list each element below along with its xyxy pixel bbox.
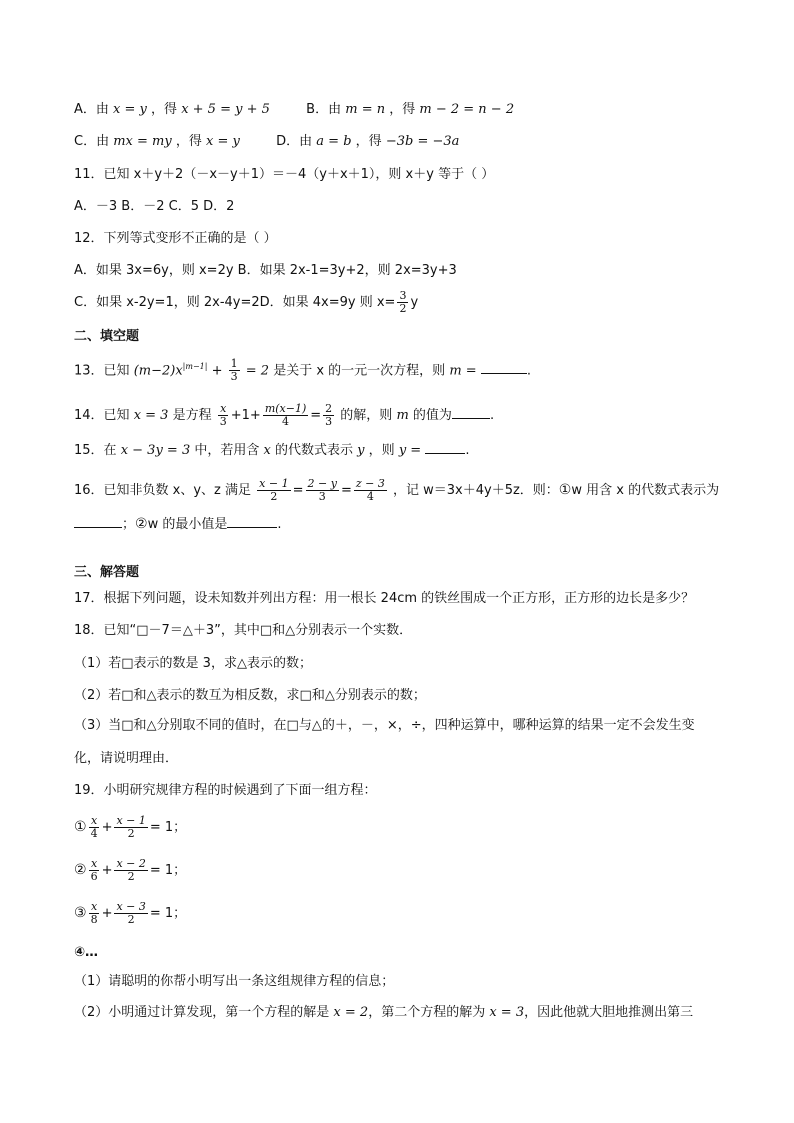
q19-part2-text-a: （2）小明通过计算发现，第一个方程的解是 [74, 1005, 330, 1020]
q13-expression: (m−2)x [133, 363, 183, 379]
option-c-label: C．由 [74, 134, 110, 149]
q19-part2-text-b: ，第二个方程的解为 [368, 1005, 486, 1020]
option-a-eq1: x = y [113, 102, 147, 117]
q14-var: m [396, 408, 409, 423]
q14-post: 的解，则 [340, 408, 393, 423]
q15-mid: 中，若用含 [194, 443, 260, 458]
fraction-numerator: 1 [230, 357, 238, 371]
option-c-eq2: x = y [206, 134, 240, 149]
q14 [74, 403, 494, 428]
fraction-numerator: 3 [399, 289, 407, 302]
section-fill-in-heading: 二、填空题 [74, 329, 140, 344]
q10-options-ab [74, 101, 514, 119]
option-a-eq2: x + 5 = y + 5 [181, 102, 270, 117]
q14-fraction-2 [263, 403, 308, 428]
q13-equals: = 2 [245, 363, 270, 379]
q16-end: . [277, 517, 282, 532]
fraction-numerator: z − 3 [355, 477, 385, 490]
fraction-denominator: 3 [318, 490, 326, 503]
q12-option-c: C．如果 x-2y=1，则 2x-4y=2D．如果 4x=9y 则 x= [74, 295, 396, 310]
option-b-mid: ，得 [389, 102, 416, 117]
q16-post2: w 用含 x 的代数式表示为 [571, 483, 720, 498]
equation-fraction-1 [89, 901, 100, 926]
answer-blank[interactable] [452, 406, 490, 419]
q12-options-ab: A．如果 3x=6y，则 x=2y B．如果 2x-1=3y+2，则 2x=3y+3 [74, 263, 457, 278]
fraction-numerator: x [90, 857, 98, 870]
q19-part1: （1）请聪明的你帮小明写出一条这组规律方程的信息； [74, 974, 395, 989]
q13-pre: 13．已知 [74, 363, 130, 379]
fraction-denominator: 8 [90, 913, 98, 926]
q12-options-cd [74, 290, 418, 315]
fraction-numerator: x − 2 [116, 857, 146, 870]
equation-plus: + [101, 820, 113, 835]
q14-mid: 是方程 [172, 408, 212, 423]
q13-exponent: |m−1| [182, 362, 208, 371]
equation-rhs: = 1； [149, 863, 187, 878]
q16-fraction-2 [306, 478, 339, 503]
answer-blank[interactable] [74, 515, 122, 528]
option-c-mid: ，得 [175, 134, 202, 149]
fraction-denominator: 2 [270, 490, 278, 503]
q15-end: . [465, 443, 470, 458]
q15-mid3: ，则 [368, 443, 395, 458]
equation-fraction-1 [89, 815, 100, 840]
fraction-numerator: x − 1 [259, 477, 289, 490]
equation-fraction-2 [114, 858, 147, 883]
q19-stem: 19．小明研究规律方程的时候遇到了下面一组方程： [74, 783, 377, 798]
q11-options: A．－3 B．－2 C．5 D．2 [74, 199, 235, 214]
equation-fraction-2 [114, 901, 147, 926]
q14-post2: 的值为 [412, 408, 452, 423]
q15-var-x: x [263, 443, 271, 458]
equation-rhs: = 1； [149, 820, 187, 835]
answer-blank[interactable] [425, 441, 465, 454]
fraction-numerator: 2 [325, 402, 333, 415]
option-d-eq1: a = b [316, 134, 352, 149]
fraction-numerator: x [90, 900, 98, 913]
equation-fraction-2 [114, 815, 147, 840]
option-b-label: B．由 [306, 102, 342, 117]
q13 [74, 358, 531, 383]
q19-solution-1: x = 2 [333, 1005, 369, 1020]
q15-var-y: y [357, 443, 365, 458]
equation-fraction-1 [89, 858, 100, 883]
q18-stem: 18．已知“□－7＝△＋3”，其中□和△分别表示一个实数． [74, 623, 413, 638]
option-d-label: D．由 [276, 134, 313, 149]
q19-equation-3 [74, 901, 186, 926]
q14-plus: +1+ [230, 408, 261, 423]
option-d-mid: ，得 [355, 134, 382, 149]
fraction-denominator: 6 [90, 870, 98, 883]
q13-var: m = [449, 363, 477, 379]
fraction-denominator: 4 [282, 415, 290, 428]
option-b-eq2: m − 2 = n − 2 [419, 102, 515, 117]
fraction-denominator: 3 [230, 370, 238, 384]
equation-marker: ② [74, 862, 87, 878]
q18-part1: （1）若□表示的数是 3，求△表示的数； [74, 656, 312, 671]
q16-line1 [74, 478, 719, 503]
equation-marker: ③ [74, 905, 87, 921]
q10-options-cd [74, 133, 459, 151]
q18-part3a: （3）当□和△分别取不同的值时，在□与△的＋，－，×，÷，四种运算中，哪种运算的结果一定不会发生变 [74, 718, 695, 733]
q19-equation-2 [74, 858, 186, 883]
answer-blank[interactable] [227, 515, 277, 528]
q17: 17．根据下列问题，设未知数并列出方程：用一根长 24cm 的铁丝围成一个正方形，正方形的边长是多少？ [74, 591, 695, 606]
option-b-eq1: m = n [345, 102, 386, 117]
q16-fraction-3 [354, 478, 387, 503]
q13-fraction [229, 358, 240, 383]
q19-equation-4: ④… [74, 945, 99, 960]
q12-fraction [397, 290, 408, 315]
q14-fraction-3 [323, 403, 334, 428]
fraction-numerator: x − 3 [116, 900, 146, 913]
q14-condition: x = 3 [133, 408, 169, 423]
q16-line2 [74, 515, 281, 534]
q16-post: ，记 w＝3x＋4y＋5z．则： [393, 483, 559, 498]
q13-plus: + [211, 363, 223, 379]
fraction-denominator: 3 [325, 415, 333, 428]
q16-equals-1: = [292, 483, 304, 498]
equation-marker: ① [74, 819, 87, 835]
fraction-numerator: x [90, 814, 98, 827]
q16-circle-1: ① [558, 482, 572, 498]
fraction-denominator: 4 [366, 490, 374, 503]
q16-semicolon: ； [122, 517, 136, 532]
fraction-numerator: 2 − y [307, 477, 337, 490]
q16-pre: 16．已知非负数 x、y、z 满足 [74, 483, 252, 498]
q13-end: . [526, 363, 531, 379]
fraction-denominator: 2 [127, 913, 135, 926]
q16-equals-2: = [340, 483, 352, 498]
q12-option-d-end: y [410, 295, 419, 310]
q16-post3: w 的最小值是 [147, 517, 228, 532]
q18-part2: （2）若□和△表示的数互为相反数，求□和△分别表示的数； [74, 688, 426, 703]
q14-fraction-1 [218, 403, 229, 428]
fraction-denominator: 2 [399, 302, 407, 315]
q19-solution-2: x = 3 [489, 1005, 525, 1020]
q15-answer-var: y = [398, 443, 422, 458]
q16-circle-2: ② [135, 516, 148, 532]
option-c-eq1: mx = my [113, 134, 172, 149]
q16-fraction-1 [257, 478, 290, 503]
q15-pre: 15．在 [74, 443, 117, 458]
equation-plus: + [101, 906, 113, 921]
fraction-numerator: x [220, 402, 227, 415]
section-answer-heading: 三、解答题 [74, 565, 140, 580]
equation-plus: + [101, 863, 113, 878]
q19-part2 [74, 1004, 693, 1022]
equation-rhs: = 1； [149, 906, 187, 921]
fraction-denominator: 3 [219, 415, 227, 428]
q19-equation-1 [74, 815, 186, 840]
fraction-numerator: m(x−1) [264, 402, 307, 415]
fraction-denominator: 4 [90, 827, 98, 840]
q15-equation: x − 3y = 3 [120, 443, 191, 458]
q14-end: . [489, 408, 495, 423]
fraction-denominator: 2 [127, 827, 135, 840]
q18-part3b: 化，请说明理由． [74, 751, 179, 766]
option-a-mid: ，得 [151, 102, 178, 117]
q19-part2-text-c: ，因此他就大胆地推测出第三 [524, 1005, 694, 1020]
option-d-eq2: −3b = −3a [385, 134, 460, 149]
q14-pre: 14．已知 [74, 408, 130, 423]
fraction-numerator: x − 1 [116, 814, 146, 827]
q14-equals: = [310, 408, 322, 423]
q13-post: 是关于 x 的一元一次方程，则 [273, 363, 446, 379]
q12-stem: 12．下列等式变形不正确的是（ ） [74, 231, 277, 246]
answer-blank[interactable] [481, 361, 527, 374]
q11-stem: 11．已知 x＋y＋2（－x－y＋1）＝－4（y＋x＋1），则 x＋y 等于（ ） [74, 167, 495, 182]
q15 [74, 441, 469, 460]
q15-mid2: 的代数式表示 [275, 443, 354, 458]
fraction-denominator: 2 [127, 870, 135, 883]
option-a-label: A．由 [74, 102, 109, 117]
